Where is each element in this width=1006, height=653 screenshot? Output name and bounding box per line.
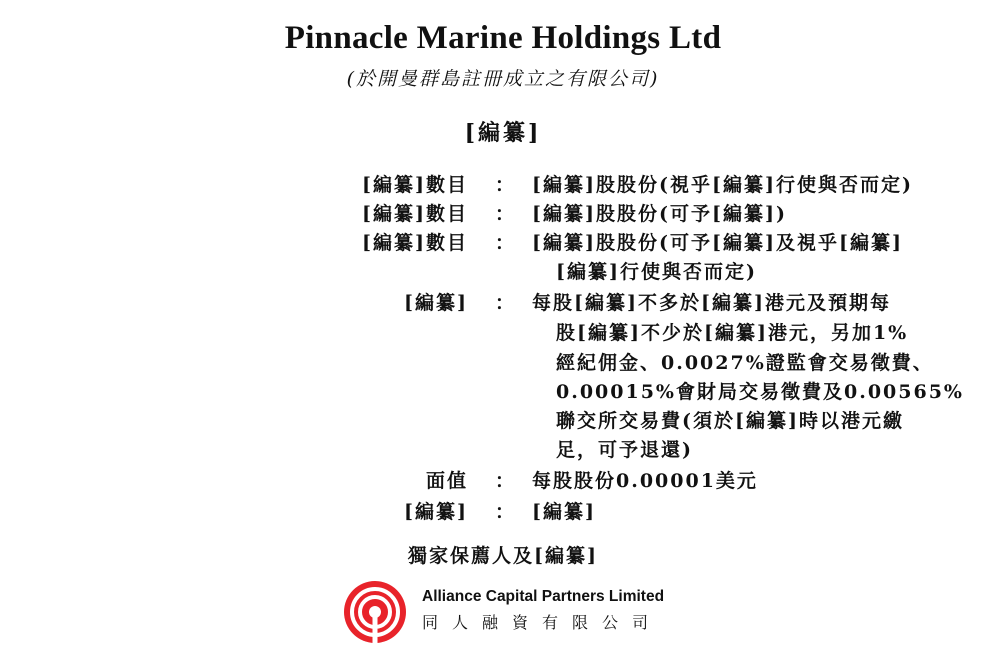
detail-row xyxy=(0,466,1006,496)
detail-row-continued xyxy=(0,318,1006,348)
sponsor-heading: 獨家保薦人及[編纂] xyxy=(408,545,598,567)
detail-row xyxy=(0,228,1006,258)
detail-value: 聯交所交易費(須於[編纂]時以港元繳 xyxy=(556,410,904,432)
detail-value: 股[編纂]不少於[編纂]港元，另加1% xyxy=(556,322,909,344)
detail-row-continued xyxy=(0,435,1006,465)
detail-label: [編纂]數目 xyxy=(362,174,468,196)
detail-row xyxy=(0,199,1006,229)
detail-colon: ： xyxy=(495,470,515,492)
detail-value: 每股股份0.00001美元 xyxy=(532,470,758,492)
detail-row xyxy=(0,497,1006,527)
detail-row-continued xyxy=(0,348,1006,378)
detail-colon: ： xyxy=(495,174,515,196)
company-name: Pinnacle Marine Holdings Ltd xyxy=(284,20,722,56)
detail-row-continued xyxy=(0,377,1006,407)
detail-label: [編纂] xyxy=(404,292,468,314)
detail-value: 經紀佣金、0.0027%證監會交易徵費、 xyxy=(556,352,934,374)
detail-value: 0.00015%會財局交易徵費及0.00565% xyxy=(556,381,964,403)
detail-row xyxy=(0,170,1006,200)
detail-row-continued xyxy=(0,406,1006,436)
detail-colon: ： xyxy=(495,292,515,314)
detail-label: [編纂] xyxy=(404,501,468,523)
detail-value: [編纂]股股份(視乎[編纂]行使與否而定) xyxy=(532,174,913,196)
detail-label: [編纂]數目 xyxy=(362,232,468,254)
detail-row-continued xyxy=(0,257,1006,287)
sponsor-logo-icon xyxy=(343,580,407,644)
detail-value: 足，可予退還) xyxy=(556,439,693,461)
detail-value: [編纂]股股份(可予[編纂]及視乎[編纂] xyxy=(532,232,903,254)
sponsor-name-zh: 同人融資有限公司 xyxy=(422,613,663,632)
detail-value: [編纂]行使與否而定) xyxy=(556,261,757,283)
offer-heading: [編纂] xyxy=(464,120,542,146)
detail-colon: ： xyxy=(495,203,515,225)
detail-value: [編纂]股股份(可予[編纂]) xyxy=(532,203,787,225)
detail-colon: ： xyxy=(495,501,515,523)
detail-value: 每股[編纂]不多於[編纂]港元及預期每 xyxy=(532,292,891,314)
company-subtitle: (於開曼群島註冊成立之有限公司) xyxy=(346,68,660,90)
detail-label: 面值 xyxy=(425,470,468,492)
detail-colon: ： xyxy=(495,232,515,254)
sponsor-name-en: Alliance Capital Partners Limited xyxy=(422,588,665,605)
detail-label: [編纂]數目 xyxy=(362,203,468,225)
detail-value: [編纂] xyxy=(532,501,596,523)
detail-row xyxy=(0,288,1006,318)
